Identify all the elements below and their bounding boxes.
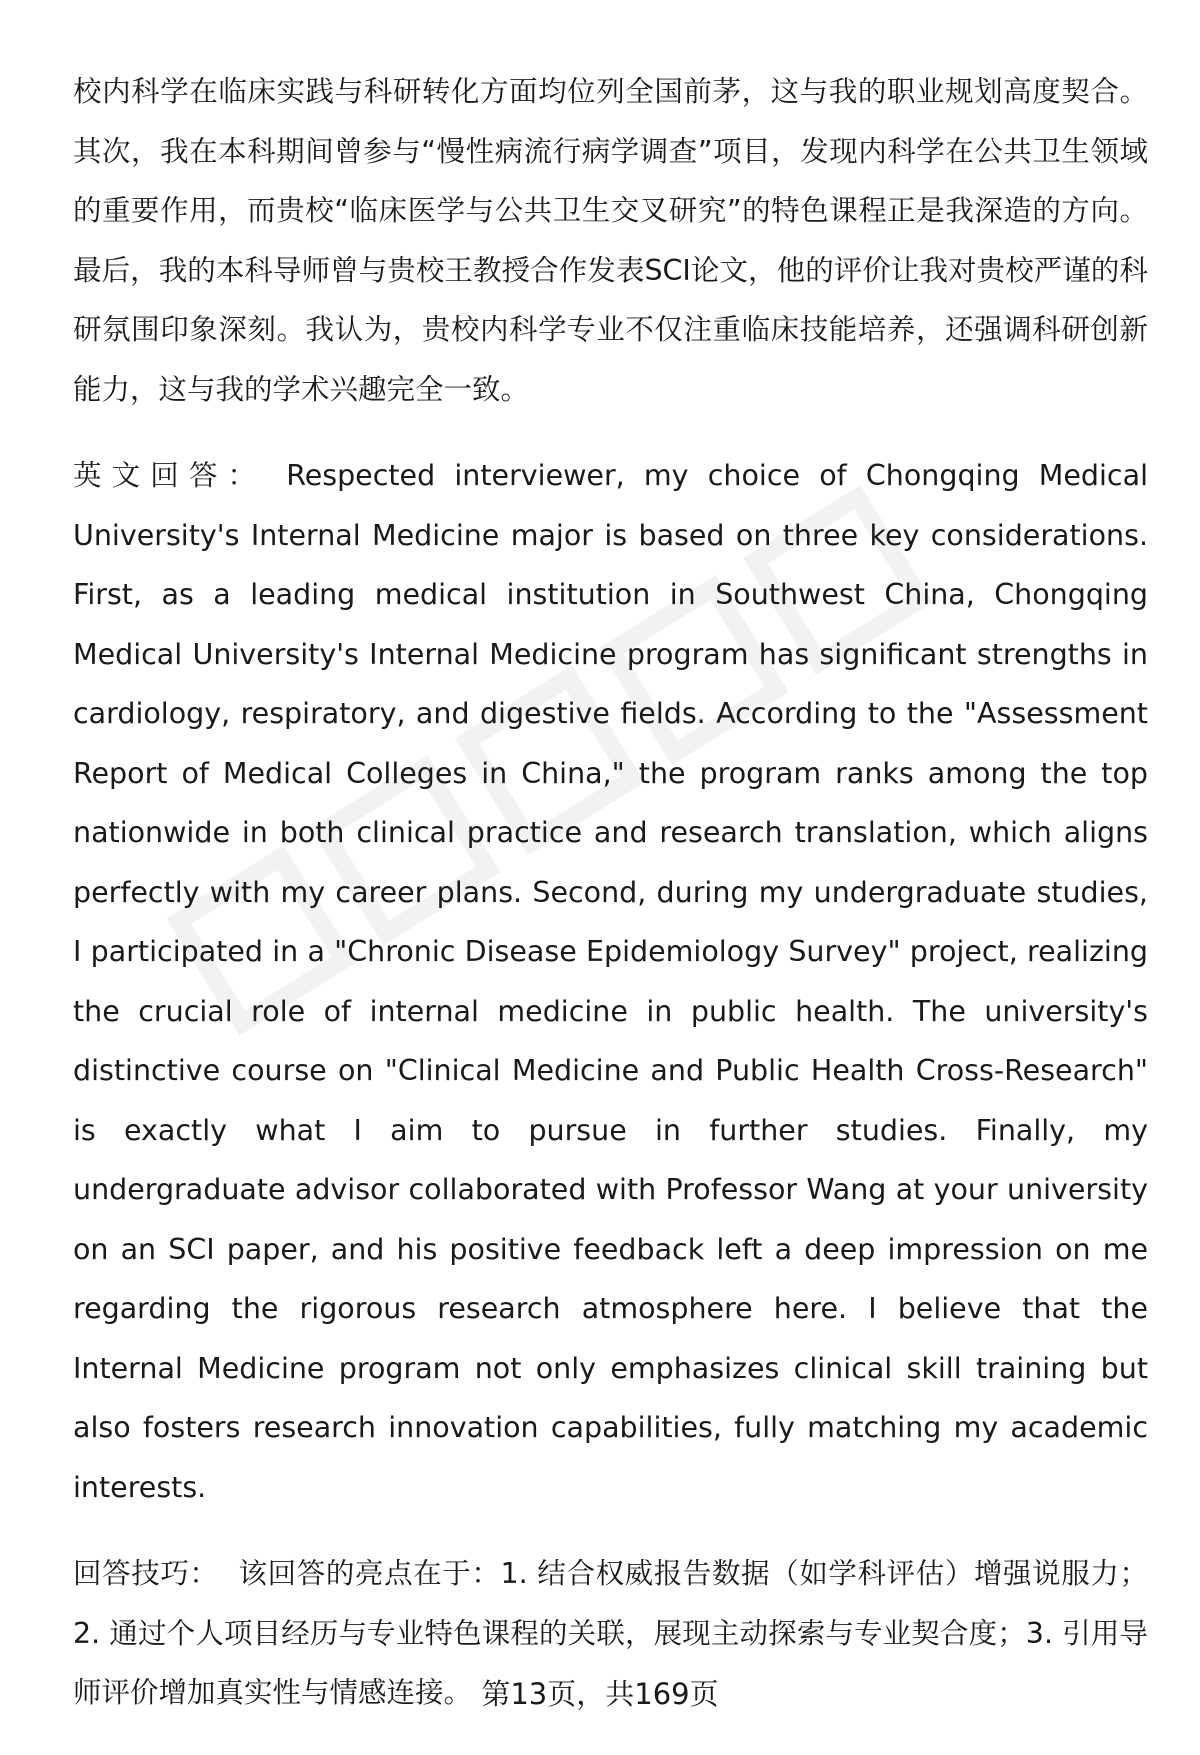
english-answer-text: Respected interviewer, my choice of Chongqing Medical University's Internal Medicine major is based on three key considerations. First, as a leading medical institution in Southwest China, Chongqing Medical University's Internal Medicine program has significant strengths in cardiology, respiratory, and digestive fields. According to the "Assessment Report of Medical Colleges in China," the program ranks among the top nationwide in both clinical practice and research translation, which aligns perfectly with my career plans. Second, during my undergraduate studies, I participated in a "Chronic Disease Epidemiology Survey" project, realizing the crucial role of internal medicine in public health. The university's distinctive course on "Clinical Medicine and Public Health Cross-Research" is exactly what I aim to pursue in further studies. Finally, my undergraduate advisor collaborated with Professor Wang at your university on an SCI paper, and his positive feedback left a deep impression on me regarding the rigorous research atmosphere here. I believe that the Internal Medicine program not only emphasizes clinical skill training but also fosters research innovation capabilities, fully matching my academic interests.	[73, 459, 1148, 1504]
answer-tips-label: 回答技巧：	[73, 1557, 219, 1590]
paragraph-english-answer	[73, 446, 1148, 1517]
paragraph-chinese-continuation: 校内科学在临床实践与科研转化方面均位列全国前茅，这与我的职业规划高度契合。其次，我在本科期间曾参与“慢性病流行病学调查”项目，发现内科学在公共卫生领域的重要作用，而贵校“临床医学与公共卫生交叉研究”的特色课程正是我深造的方向。最后，我的本科导师曾与贵校王教授合作发表SCI论文，他的评价让我对贵校严谨的科研氛围印象深刻。我认为，贵校内科学专业不仅注重临床技能培养，还强调科研创新能力，这与我的学术兴趣完全一致。	[73, 75, 1148, 406]
page-number: 第13页，共169页	[481, 1677, 719, 1711]
answer-tips-text: 该回答的亮点在于：1. 结合权威报告数据（如学科评估）增强说服力；2. 通过个人项目经历与专业特色课程的关联，展现主动探索与专业契合度；3. 引用导师评价增加真实性与情感连接。	[73, 1557, 1148, 1709]
document-body	[73, 62, 1148, 1750]
english-answer-label: 英文回答：	[73, 459, 267, 492]
